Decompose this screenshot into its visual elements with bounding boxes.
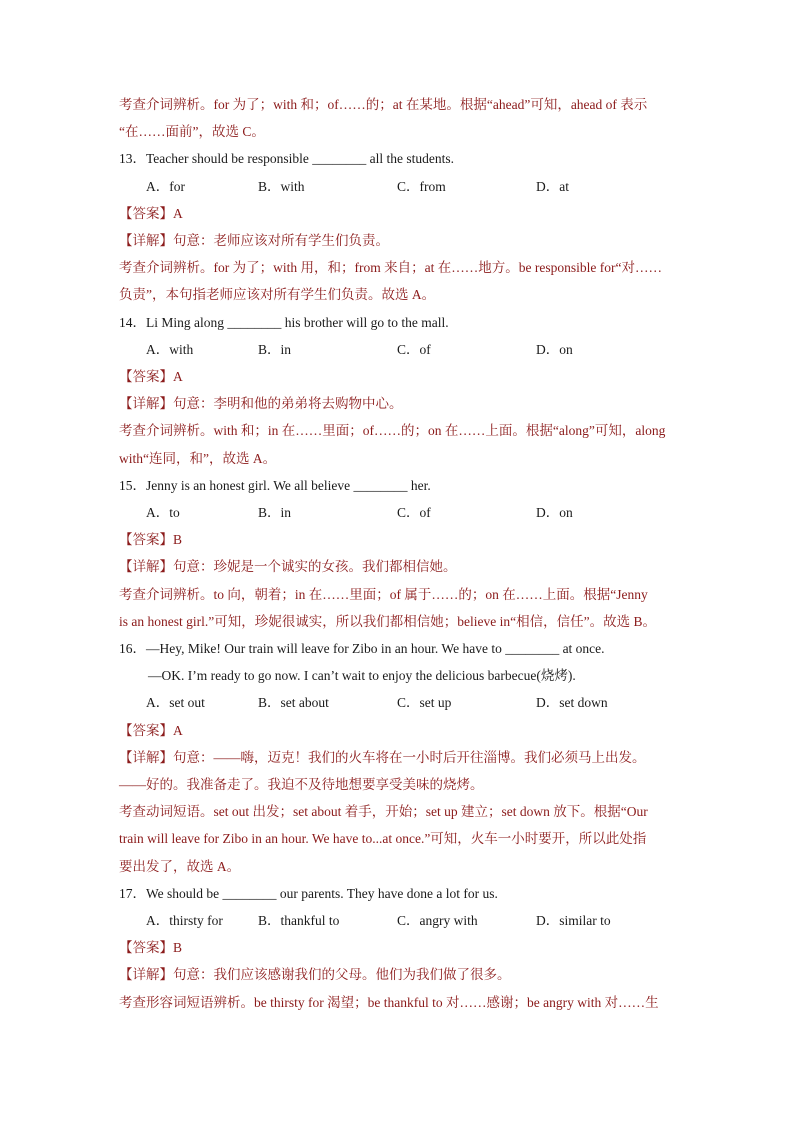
options-row	[0, 694, 794, 712]
question-line: —OK. I’m ready to go now. I can’t wait to enjoy the delicious barbecue(烧烤).	[148, 668, 576, 684]
options-row	[0, 178, 794, 196]
option-a: A．with	[146, 341, 194, 357]
option-c: C．set up	[397, 695, 452, 711]
explanation-line: 考查介词辨析。with 和；in 在……里面；of……的；on 在……上面。根据“along”可知，along	[119, 423, 666, 439]
explanation-line: 【详解】句意：——嗨，迈克！我们的火车将在一小时后开往淄博。我们必须马上出发。	[119, 749, 646, 765]
option-b: B．in	[258, 505, 292, 520]
question-line: 17．We should be ________ our parents. They have done a lot for us.	[119, 885, 498, 901]
options-row	[0, 504, 794, 522]
option-b: B．in	[258, 341, 292, 357]
options-row	[0, 912, 794, 930]
explanation-line: “在……面前”，故选 C。	[119, 124, 265, 140]
explanation-line: 考查动词短语。set out 出发；set about 着手，开始；set up 建立；set down 放下。根据“Our	[119, 804, 648, 820]
option-d: D．on	[536, 341, 573, 357]
explanation-line: with“连同，和”，故选 A。	[119, 450, 277, 466]
options-row	[0, 341, 794, 359]
explanation-line: 考查介词辨析。for 为了；with 用，和；from 来自；at 在……地方。be responsible for“对……	[119, 260, 662, 276]
question-line: 16．—Hey, Mike! Our train will leave for Zibo in an hour. We have to ________ at once.	[119, 641, 605, 656]
explanation-line: 【详解】句意：我们应该感谢我们的父母。他们为我们做了很多。	[119, 967, 511, 983]
option-a: A．thirsty for	[146, 913, 223, 928]
option-d: D．on	[536, 505, 573, 520]
option-b: B．thankful to	[258, 913, 340, 928]
explanation-line: train will leave for Zibo in an hour. We have to...at once.”可知，火车一小时要开，所以此处指	[119, 831, 647, 847]
option-d: D．similar to	[536, 913, 611, 928]
option-c: C．of	[397, 341, 431, 357]
explanation-line: 【答案】B	[119, 532, 183, 548]
option-b: B．set about	[258, 695, 329, 711]
option-c: C．from	[397, 178, 446, 194]
explanation-line: 负责”，本句指老师应该对所有学生们负责。故选 A。	[119, 287, 436, 303]
explanation-line: 【答案】A	[119, 722, 183, 738]
explanation-line: 考查介词辨析。to 向，朝着；in 在……里面；of 属于……的；on 在……上面。根据“Jenny	[119, 586, 648, 602]
option-c: C．of	[397, 505, 431, 520]
question-line: 13．Teacher should be responsible ________ all the students.	[119, 151, 454, 167]
explanation-line: 【答案】B	[119, 940, 183, 956]
explanation-line: 要出发了，故选 A。	[119, 858, 241, 874]
option-d: D．set down	[536, 695, 608, 711]
question-line: 14．Li Ming along ________ his brother will go to the mall.	[119, 314, 449, 330]
explanation-line: is an honest girl.”可知，珍妮很诚实，所以我们都相信她；believe in“相信，信任”。故选 B。	[119, 613, 656, 629]
explanation-line: ——好的。我准备走了。我迫不及待地想要享受美味的烧烤。	[119, 777, 484, 792]
explanation-line: 考查介词辨析。for 为了；with 和；of……的；at 在某地。根据“ahead”可知，ahead of 表示	[119, 97, 648, 112]
option-b: B．with	[258, 178, 305, 194]
option-a: A．set out	[146, 695, 205, 711]
explanation-line: 【答案】A	[119, 369, 183, 384]
explanation-line: 【详解】句意：老师应该对所有学生们负责。	[119, 233, 389, 248]
question-line: 15．Jenny is an honest girl. We all believe ________ her.	[119, 477, 431, 493]
option-a: A．for	[146, 178, 185, 194]
explanation-line: 【详解】句意：珍妮是一个诚实的女孩。我们都相信她。	[119, 559, 457, 575]
explanation-line: 【答案】A	[119, 205, 183, 221]
explanation-line: 【详解】句意：李明和他的弟弟将去购物中心。	[119, 396, 403, 412]
explanation-line: 考查形容词短语辨析。be thirsty for 渴望；be thankful to 对……感谢；be angry with 对……生	[119, 994, 659, 1010]
option-a: A．to	[146, 505, 180, 520]
option-d: D．at	[536, 178, 569, 194]
option-c: C．angry with	[397, 913, 478, 928]
